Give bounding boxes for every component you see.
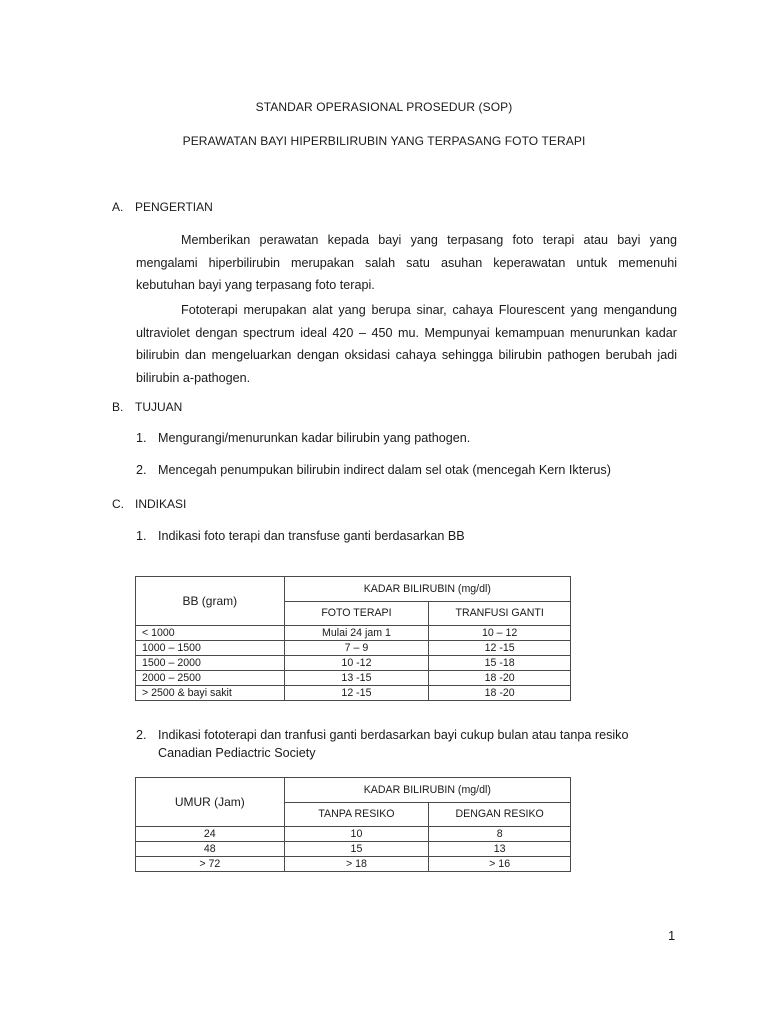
table-header-dengan-resiko: DENGAN RESIKO: [429, 802, 571, 827]
table-cell: Mulai 24 jam 1: [284, 626, 429, 641]
table-cell: 12 -15: [284, 686, 429, 701]
table-cell: 7 – 9: [284, 641, 429, 656]
document-title: STANDAR OPERASIONAL PROSEDUR (SOP): [255, 100, 513, 114]
list-item: [136, 529, 465, 543]
section-c-letter: C.: [112, 497, 124, 511]
table-cell: 1000 – 1500: [136, 641, 285, 656]
list-item-number: 2.: [136, 728, 147, 742]
table-row: [136, 671, 571, 686]
table-cell: 48: [136, 842, 285, 857]
table-header-foto-terapi: FOTO TERAPI: [284, 601, 429, 626]
page-number: 1: [668, 928, 676, 943]
table-row: [136, 686, 571, 701]
table-cell: 8: [429, 827, 571, 842]
table-row: [136, 857, 571, 872]
table-cell: 18 -20: [429, 686, 571, 701]
list-item-number: 2.: [136, 463, 147, 477]
section-a-paragraph-2: Fototerapi merupakan alat yang berupa sinar, cahaya Flourescent yang mengandung ultraviolet dengan spectrum ideal 420 – 450 mu. Mempunyai kemampuan menurunkan kadar bilirubin dan mengeluarkan dengan oksidasi cahaya sehingga bilirubin pathogen berubah jadi bilirubin a-pathogen.: [136, 303, 677, 385]
list-item: [136, 726, 678, 762]
table-cell: 10 -12: [284, 656, 429, 671]
list-item: [136, 431, 470, 445]
table-row: [136, 641, 571, 656]
table-row: [136, 626, 571, 641]
table-header-bb: BB (gram): [136, 577, 285, 626]
table-cell: > 18: [284, 857, 429, 872]
table-cell: 1500 – 2000: [136, 656, 285, 671]
table-cell: 12 -15: [429, 641, 571, 656]
list-item-text: Mengurangi/menurunkan kadar bilirubin yang pathogen.: [158, 431, 471, 445]
list-item-text: Indikasi foto terapi dan transfuse ganti berdasarkan BB: [158, 529, 465, 543]
table-cell: 2000 – 2500: [136, 671, 285, 686]
table-header-group: KADAR BILIRUBIN (mg/dl): [284, 577, 570, 602]
table-header-tanpa-resiko: TANPA RESIKO: [284, 802, 429, 827]
table-cell: 15 -18: [429, 656, 571, 671]
list-item: [136, 463, 611, 477]
list-item-text: Mencegah penumpukan bilirubin indirect dalam sel otak (mencegah Kern Ikterus): [158, 463, 611, 477]
section-a-title: PENGERTIAN: [135, 200, 213, 214]
list-item-number: 1.: [136, 431, 147, 445]
table-cell: 13 -15: [284, 671, 429, 686]
table-row: [136, 827, 571, 842]
table-row: [136, 656, 571, 671]
list-item-number: 1.: [136, 529, 147, 543]
table-cell: 18 -20: [429, 671, 571, 686]
section-a-letter: A.: [112, 200, 124, 214]
table-cell: 24: [136, 827, 285, 842]
table-cell: 10: [284, 827, 429, 842]
section-b-heading: [112, 400, 182, 414]
table-cell: 10 – 12: [429, 626, 571, 641]
table-cell: < 1000: [136, 626, 285, 641]
table-header-umur: UMUR (Jam): [136, 778, 285, 827]
table-cell: 13: [429, 842, 571, 857]
table-cell: 15: [284, 842, 429, 857]
document-subtitle: PERAWATAN BAYI HIPERBILIRUBIN YANG TERPASANG FOTO TERAPI: [182, 134, 586, 148]
list-item-text: Indikasi fototerapi dan tranfusi ganti berdasarkan bayi cukup bulan atau tanpa resiko Canadian Pediactric Society: [158, 728, 629, 760]
table-bb-bilirubin: [135, 576, 571, 701]
table-umur-bilirubin: [135, 777, 571, 872]
table-header-tranfusi-ganti: TRANFUSI GANTI: [429, 601, 571, 626]
section-a-heading: [112, 200, 213, 214]
section-a-paragraph-1: Memberikan perawatan kepada bayi yang terpasang foto terapi atau bayi yang mengalami hiperbilirubin merupakan salah satu asuhan keperawatan untuk memenuhi kebutuhan bayi yang terpasang foto terapi.: [136, 233, 677, 292]
section-b-letter: B.: [112, 400, 124, 414]
table-cell: > 2500 & bayi sakit: [136, 686, 285, 701]
table-row: [136, 842, 571, 857]
section-c-title: INDIKASI: [135, 497, 187, 511]
section-c-heading: [112, 497, 186, 511]
section-b-title: TUJUAN: [135, 400, 183, 414]
table-header-group: KADAR BILIRUBIN (mg/dl): [284, 778, 570, 803]
table-cell: > 72: [136, 857, 285, 872]
table-cell: > 16: [429, 857, 571, 872]
